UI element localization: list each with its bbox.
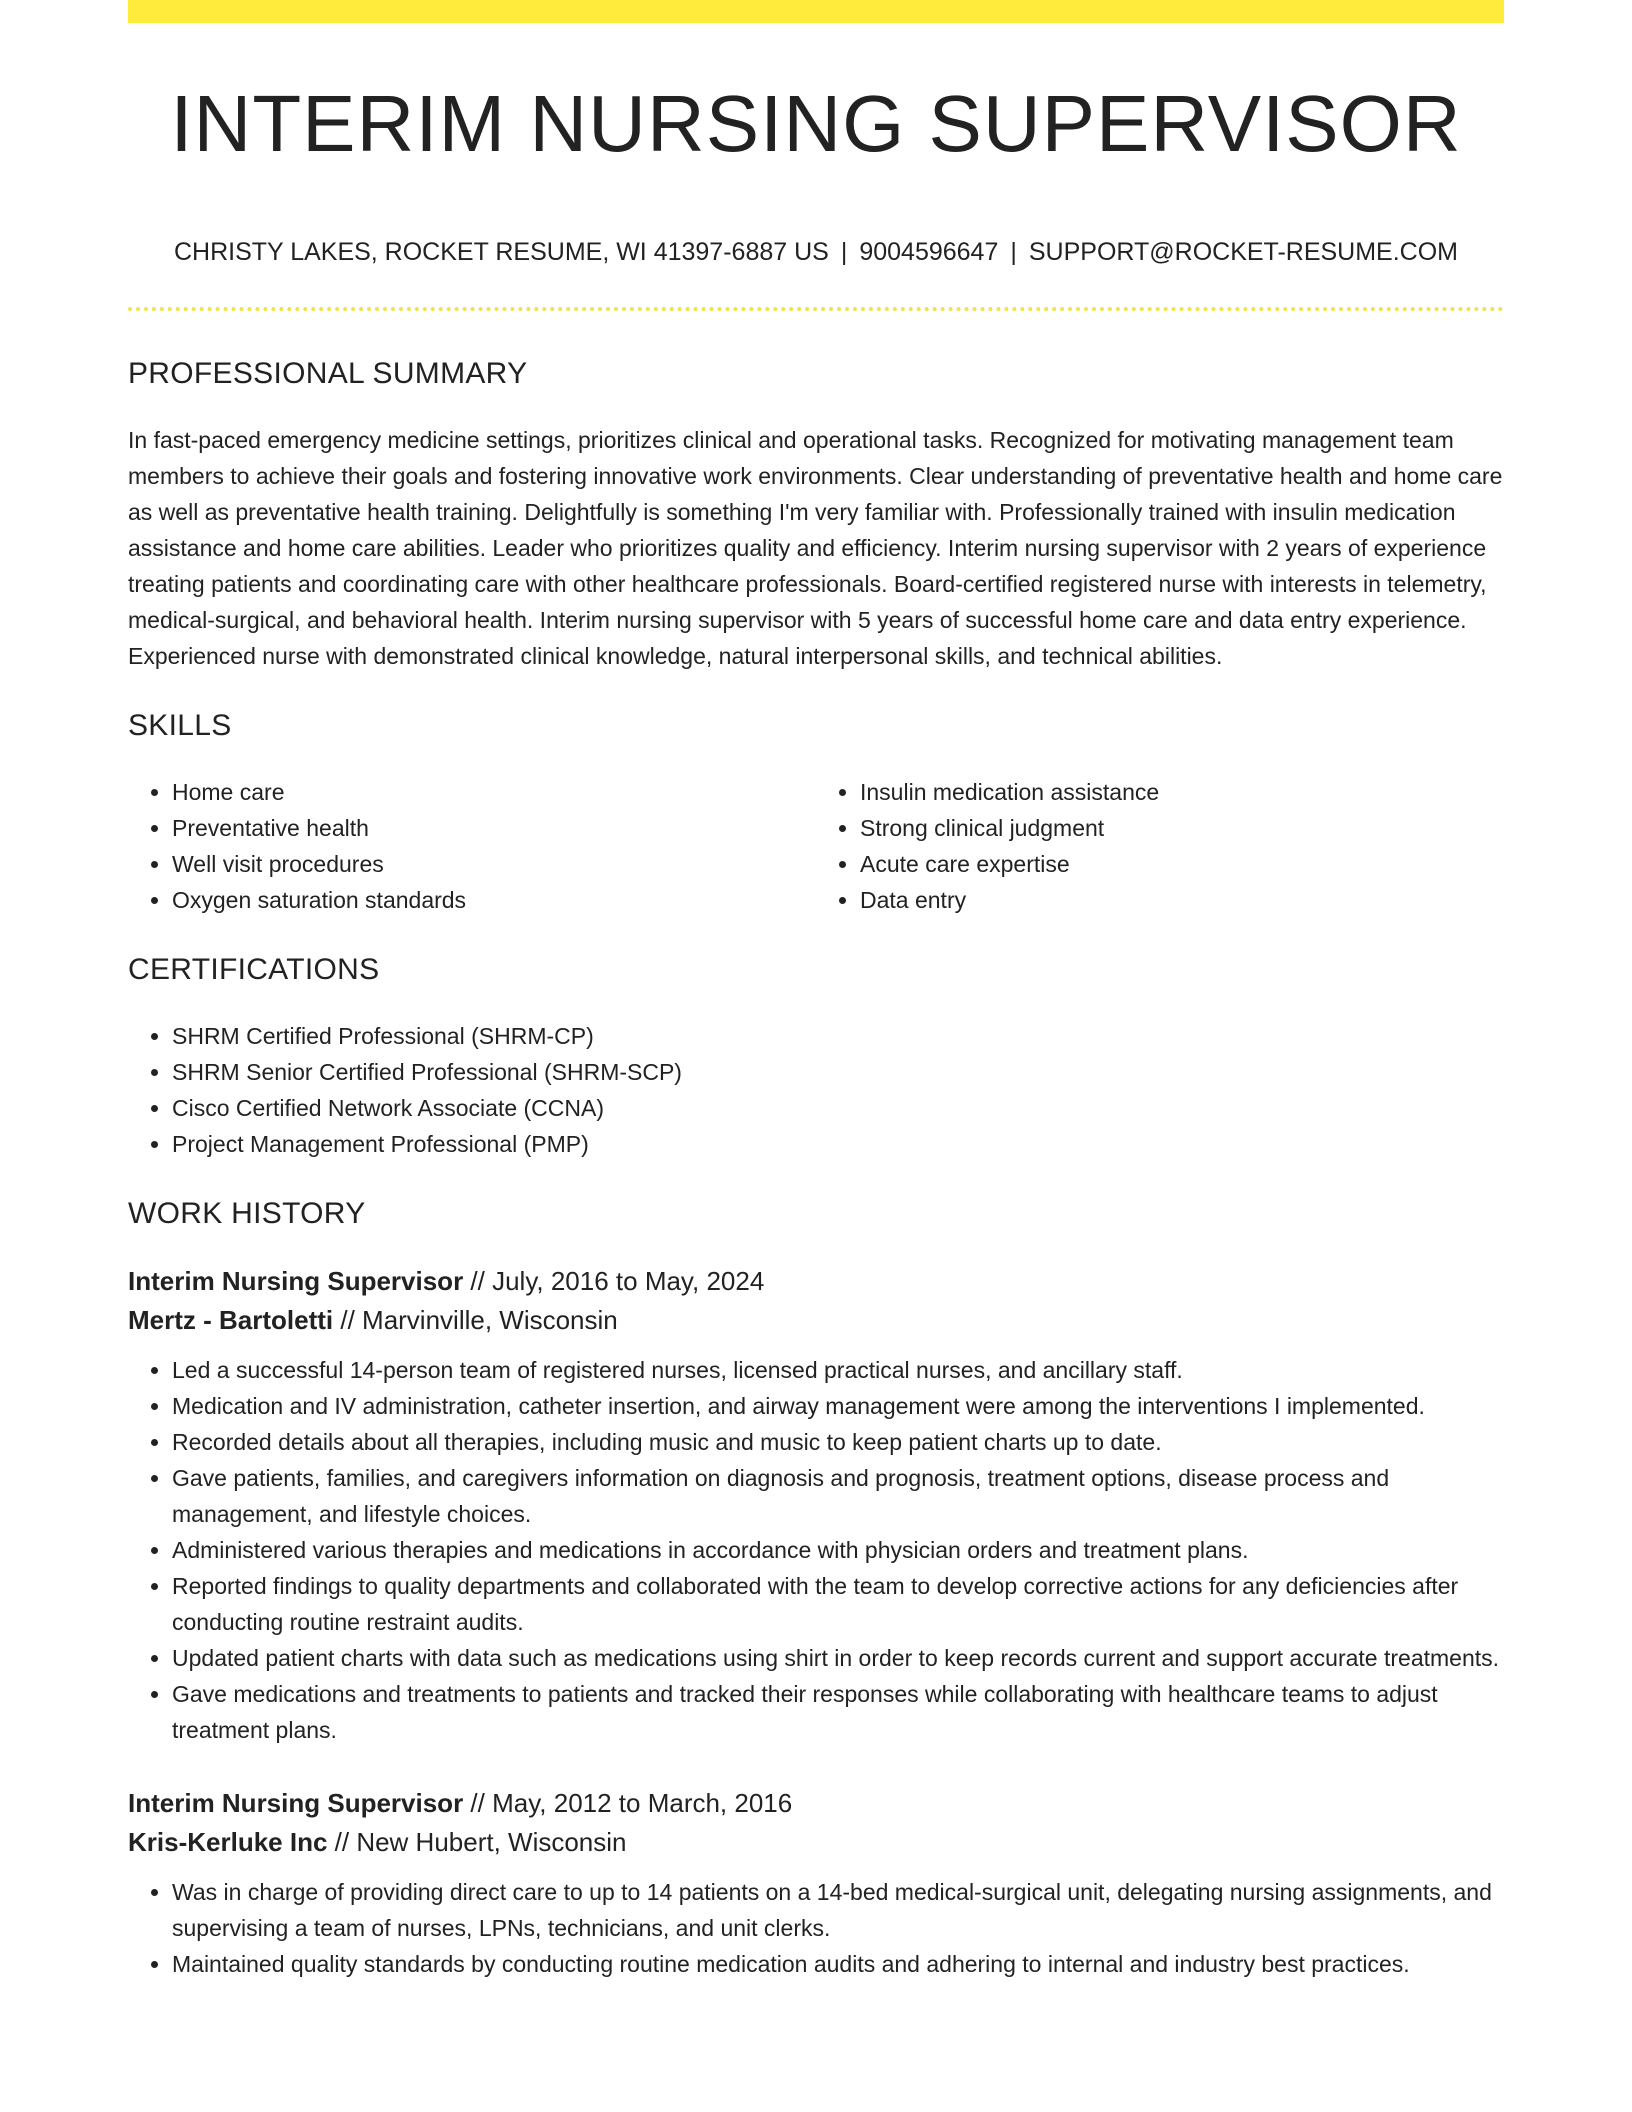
- job-bullet: • Gave patients, families, and caregivers information on diagnosis and prognosis, treatment options, disease process and management, and lifestyle choices.: [172, 1460, 1504, 1532]
- job-title-line: Interim Nursing Supervisor // May, 2012 to March, 2016: [128, 1788, 793, 1818]
- job-bullets: [128, 1874, 1504, 1982]
- contact-email: SUPPORT@ROCKET-RESUME.COM: [1028, 238, 1459, 266]
- contact-separator: |: [840, 238, 848, 266]
- certification-item: • Cisco Certified Network Associate (CCNA): [172, 1090, 1504, 1126]
- job-bullets: [128, 1352, 1504, 1748]
- job-company-line: Kris-Kerluke Inc // New Hubert, Wisconsin: [128, 1827, 627, 1857]
- skill-item: • Acute care expertise: [860, 846, 1504, 882]
- certifications-list: [128, 1018, 1504, 1162]
- job-title-line: Interim Nursing Supervisor // July, 2016 to May, 2024: [128, 1266, 765, 1296]
- job-bullet: • Medication and IV administration, catheter insertion, and airway management were among the interventions I implemented.: [172, 1388, 1504, 1424]
- job-dates: July, 2016 to May, 2024: [492, 1266, 765, 1296]
- certifications-heading: CERTIFICATIONS: [128, 953, 380, 986]
- contact-line: [128, 238, 1504, 267]
- skill-item: • Data entry: [860, 882, 1504, 918]
- skills-heading: SKILLS: [128, 709, 232, 742]
- summary-heading: PROFESSIONAL SUMMARY: [128, 357, 528, 390]
- skill-item: • Strong clinical judgment: [860, 810, 1504, 846]
- job-bullet: • Reported findings to quality departments and collaborated with the team to develop corrective actions for any deficiencies after conducting routine restraint audits.: [172, 1568, 1504, 1640]
- job-entry: [128, 1262, 1504, 1748]
- job-company-line: Mertz - Bartoletti // Marvinville, Wisconsin: [128, 1305, 618, 1335]
- header-divider: [128, 307, 1504, 311]
- job-company: Kris-Kerluke Inc: [128, 1827, 328, 1857]
- skill-item: • Preventative health: [172, 810, 816, 846]
- job-entry: [128, 1784, 1504, 1982]
- resume-body: [128, 352, 1504, 2018]
- skill-item: • Insulin medication assistance: [860, 774, 1504, 810]
- job-bullet: • Maintained quality standards by conducting routine medication audits and adhering to internal and industry best practices.: [172, 1946, 1504, 1982]
- job-location: Marvinville, Wisconsin: [362, 1305, 618, 1335]
- skills-list-right: [816, 774, 1504, 918]
- certification-item: • SHRM Certified Professional (SHRM-CP): [172, 1018, 1504, 1054]
- job-title: Interim Nursing Supervisor: [128, 1266, 464, 1296]
- skills-section: [128, 704, 1504, 918]
- skill-item: • Well visit procedures: [172, 846, 816, 882]
- job-location: New Hubert, Wisconsin: [356, 1827, 627, 1857]
- job-title: Interim Nursing Supervisor: [128, 1788, 464, 1818]
- skills-columns: [128, 774, 1504, 918]
- job-bullet: • Was in charge of providing direct care to up to 14 patients on a 14-bed medical-surgical unit, delegating nursing assignments, and supervising a team of nurses, LPNs, technicians, and unit clerks.: [172, 1874, 1504, 1946]
- certifications-section: [128, 948, 1504, 1162]
- job-bullet: • Administered various therapies and medications in accordance with physician orders and treatment plans.: [172, 1532, 1504, 1568]
- work-history-heading: WORK HISTORY: [128, 1197, 366, 1230]
- skill-item: • Oxygen saturation standards: [172, 882, 816, 918]
- contact-phone: 9004596647: [859, 238, 999, 266]
- certification-item: • Project Management Professional (PMP): [172, 1126, 1504, 1162]
- job-company: Mertz - Bartoletti: [128, 1305, 334, 1335]
- summary-text: In fast-paced emergency medicine settings, prioritizes clinical and operational tasks. Recognized for motivating management team members to achieve their goals and fostering innovative work environments. Clear understanding of preventative health and home care as well as preventative health training. Delightfully is something I'm very familiar with. Professionally trained with insulin medication assistance and home care abilities. Leader who prioritizes quality and efficiency. Interim nursing supervisor with 2 years of experience treating patients and coordinating care with other healthcare professionals. Board-certified registered nurse with interests in telemetry, medical-surgical, and behavioral health. Interim nursing supervisor with 5 years of successful home care and data entry experience. Experienced nurse with demonstrated clinical knowledge, natural interpersonal skills, and technical abilities.: [128, 427, 1503, 669]
- job-bullet: • Recorded details about all therapies, including music and music to keep patient charts up to date.: [172, 1424, 1504, 1460]
- header-accent-bar: [128, 0, 1504, 23]
- skills-list-left: [128, 774, 816, 918]
- job-bullet: • Updated patient charts with data such as medications using shirt in order to keep records current and support accurate treatments.: [172, 1640, 1504, 1676]
- skill-item: • Home care: [172, 774, 816, 810]
- contact-address: CHRISTY LAKES, ROCKET RESUME, WI 41397-6887 US: [173, 238, 829, 266]
- job-dates: May, 2012 to March, 2016: [492, 1788, 793, 1818]
- certification-item: • SHRM Senior Certified Professional (SHRM-SCP): [172, 1054, 1504, 1090]
- work-history-section: [128, 1192, 1504, 1982]
- resume-title: INTERIM NURSING SUPERVISOR: [170, 79, 1462, 168]
- contact-separator: |: [1010, 238, 1017, 266]
- job-bullet: • Led a successful 14-person team of registered nurses, licensed practical nurses, and ancillary staff.: [172, 1352, 1504, 1388]
- job-bullet: • Gave medications and treatments to patients and tracked their responses while collaborating with healthcare teams to adjust treatment plans.: [172, 1676, 1504, 1748]
- summary-section: [128, 352, 1504, 674]
